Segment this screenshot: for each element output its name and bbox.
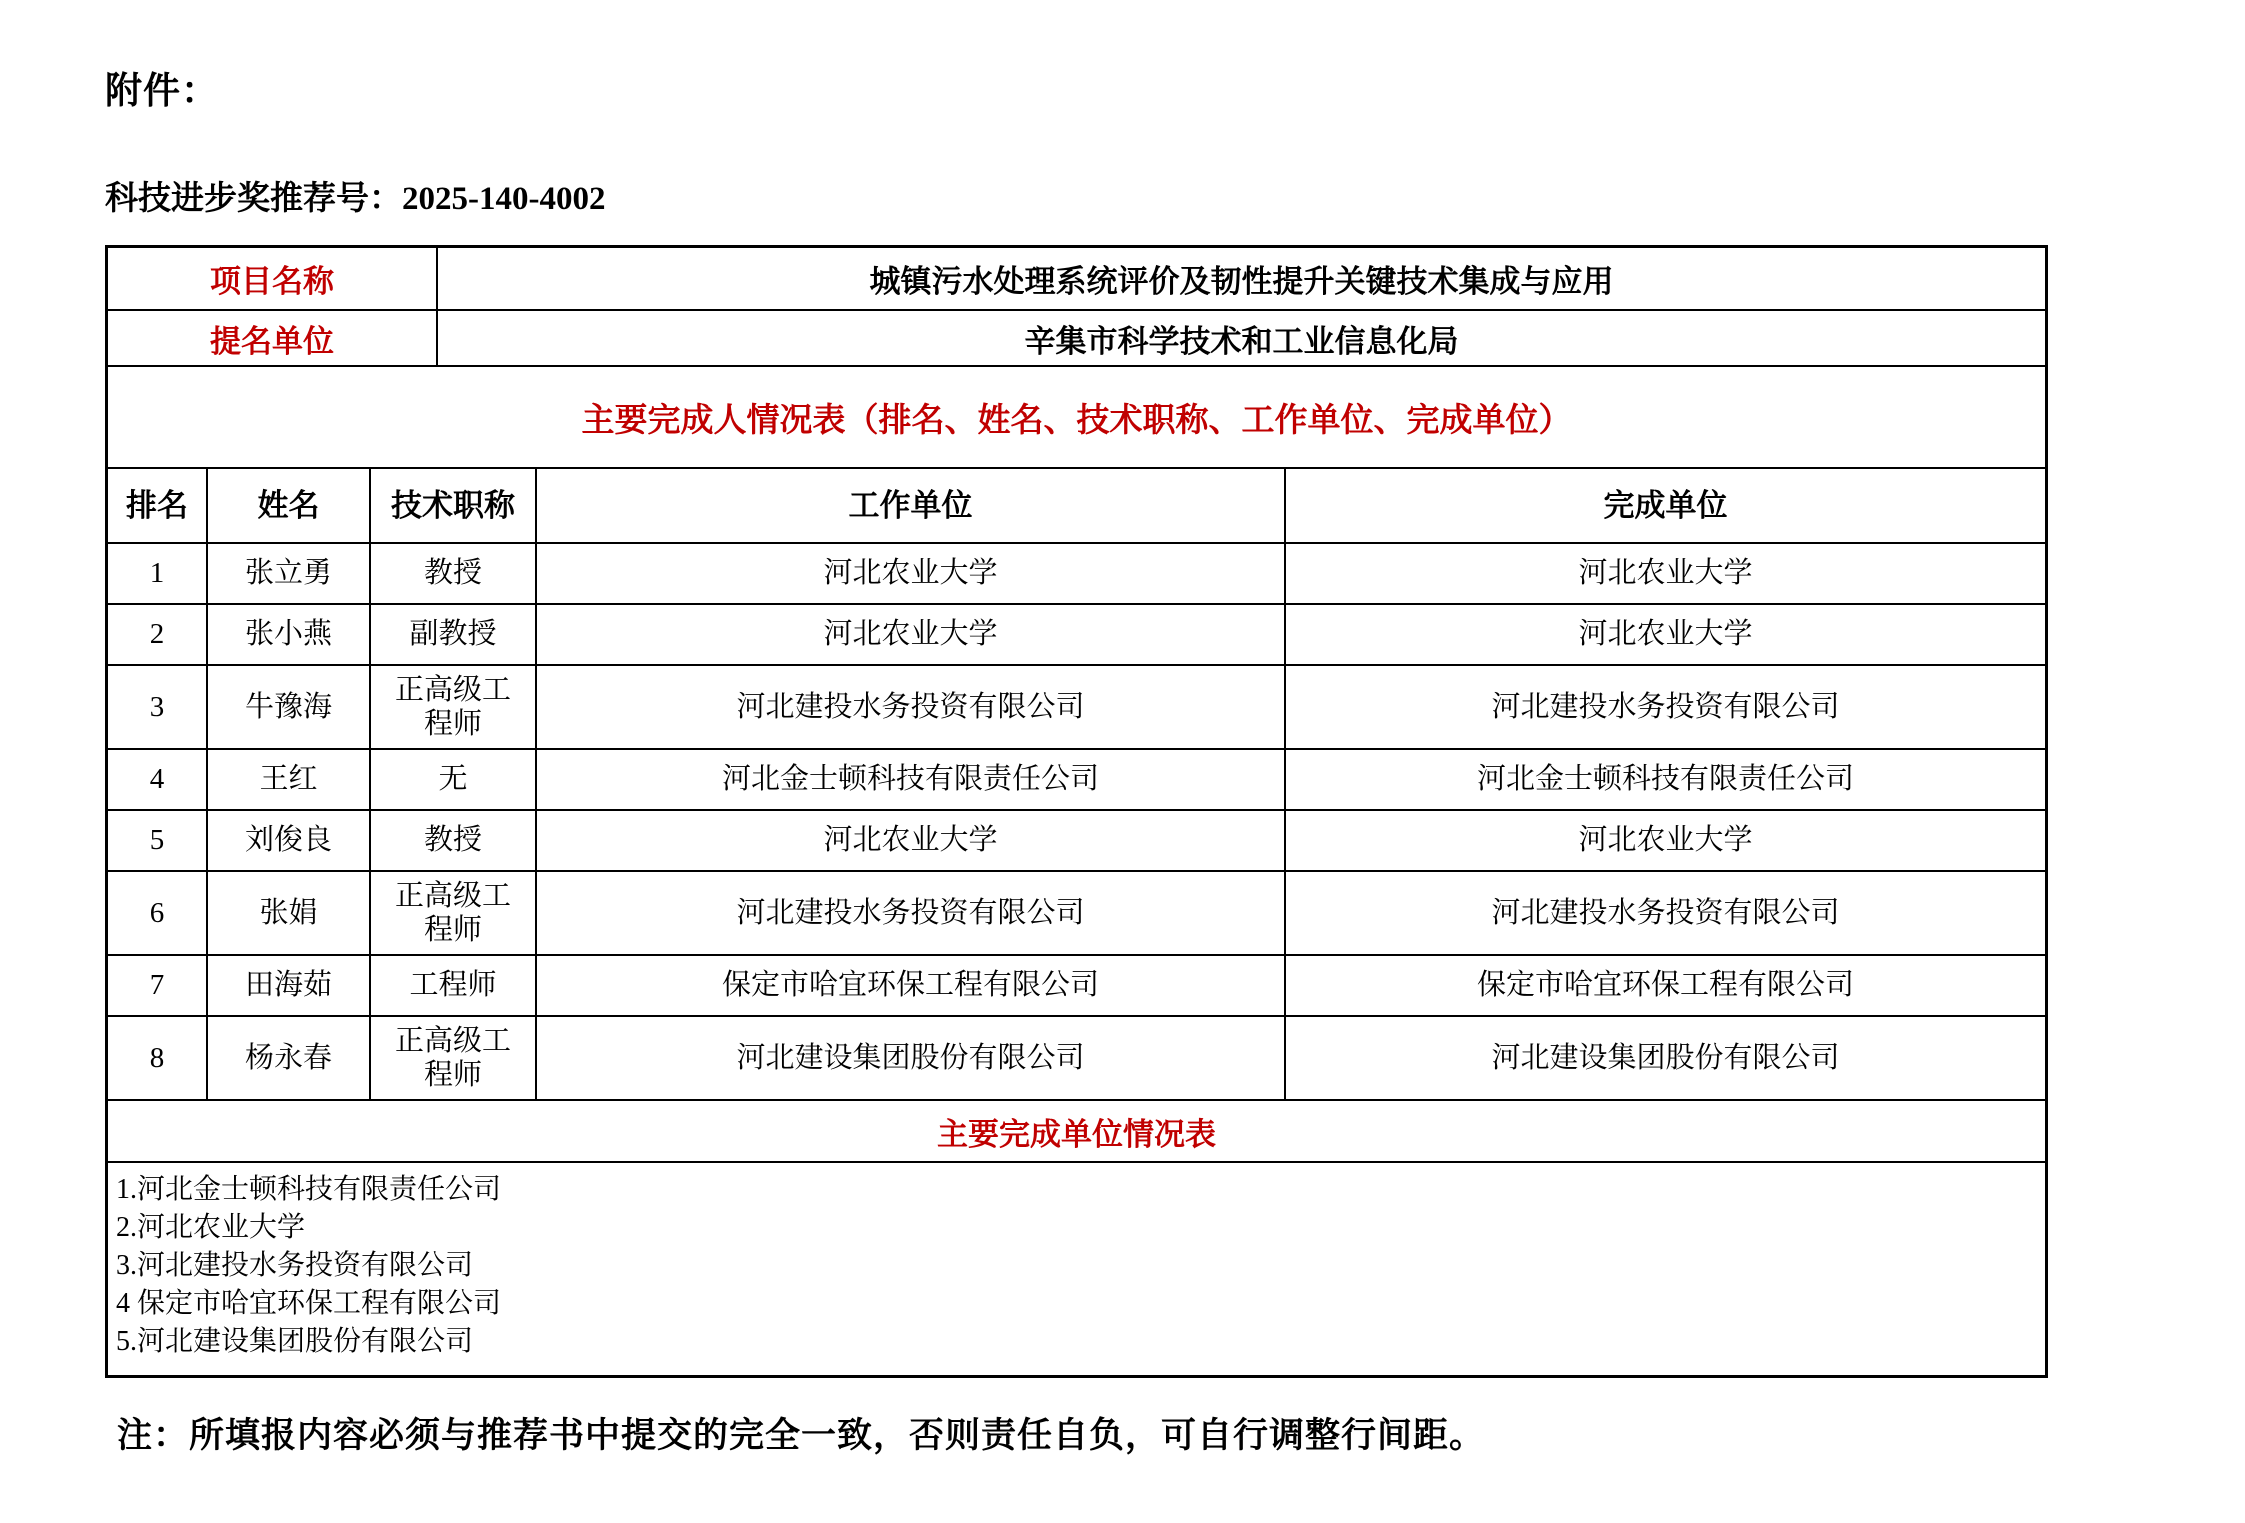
cell-work-unit: 河北金士顿科技有限责任公司 — [536, 749, 1285, 810]
cell-name: 田海茹 — [207, 955, 370, 1016]
units-list-item: 2.河北农业大学 — [116, 1212, 306, 1243]
cell-title: 副教授 — [370, 604, 536, 665]
cell-completion-unit: 河北建设集团股份有限公司 — [1285, 1016, 2045, 1100]
cell-work-unit: 河北农业大学 — [536, 543, 1285, 604]
cell-title: 正高级工程师 — [370, 665, 536, 749]
cell-work-unit: 河北农业大学 — [536, 810, 1285, 871]
cell-name: 张小燕 — [207, 604, 370, 665]
cell-name: 杨永春 — [207, 1016, 370, 1100]
cell-completion-unit: 河北建投水务投资有限公司 — [1285, 871, 2045, 955]
units-section-title: 主要完成单位情况表 — [108, 1101, 2045, 1163]
cell-work-unit: 河北建设集团股份有限公司 — [536, 1016, 1285, 1100]
units-list — [108, 1163, 2045, 1375]
column-header-name: 姓名 — [207, 469, 370, 543]
cell-completion-unit: 保定市哈宜环保工程有限公司 — [1285, 955, 2045, 1016]
table-row — [108, 955, 2045, 1016]
cell-title: 无 — [370, 749, 536, 810]
cell-work-unit: 河北建投水务投资有限公司 — [536, 871, 1285, 955]
cell-work-unit: 河北农业大学 — [536, 604, 1285, 665]
cell-name: 王红 — [207, 749, 370, 810]
cell-work-unit: 河北建投水务投资有限公司 — [536, 665, 1285, 749]
cell-title: 正高级工程师 — [370, 1016, 536, 1100]
cell-completion-unit: 河北农业大学 — [1285, 810, 2045, 871]
nominator-row — [108, 310, 2045, 366]
attachment-heading: 附件： — [105, 71, 219, 112]
cell-name: 张娟 — [207, 871, 370, 955]
recommendation-number-line — [105, 172, 2048, 219]
units-list-item: 4 保定市哈宜环保工程有限公司 — [116, 1288, 502, 1319]
project-name-value: 城镇污水处理系统评价及韧性提升关键技术集成与应用 — [437, 248, 2045, 310]
table-row — [108, 749, 2045, 810]
award-table — [105, 245, 2048, 1378]
cell-rank: 2 — [108, 604, 207, 665]
units-list-item: 1.河北金士顿科技有限责任公司 — [116, 1174, 502, 1205]
table-row — [108, 810, 2045, 871]
cell-rank: 7 — [108, 955, 207, 1016]
cell-completion-unit: 河北农业大学 — [1285, 604, 2045, 665]
cell-completion-unit: 河北农业大学 — [1285, 543, 2045, 604]
cell-rank: 1 — [108, 543, 207, 604]
column-header-rank: 排名 — [108, 469, 207, 543]
cell-rank: 4 — [108, 749, 207, 810]
table-row — [108, 604, 2045, 665]
column-header-completion-unit: 完成单位 — [1285, 469, 2045, 543]
recommendation-number-value: 2025-140-4002 — [402, 181, 606, 217]
table-row — [108, 543, 2045, 604]
cell-title: 教授 — [370, 543, 536, 604]
people-header-row — [108, 469, 2045, 543]
people-section-title: 主要完成人情况表（排名、姓名、技术职称、工作单位、完成单位） — [108, 367, 2045, 469]
cell-rank: 5 — [108, 810, 207, 871]
cell-completion-unit: 河北建投水务投资有限公司 — [1285, 665, 2045, 749]
cell-rank: 8 — [108, 1016, 207, 1100]
recommendation-number-label: 科技进步奖推荐号： — [105, 181, 402, 217]
project-name-row — [108, 248, 2045, 310]
table-row — [108, 1016, 2045, 1100]
cell-title: 正高级工程师 — [370, 871, 536, 955]
footer-note: 注：所填报内容必须与推荐书中提交的完全一致，否则责任自负，可自行调整行间距。 — [117, 1416, 1486, 1455]
table-row — [108, 871, 2045, 955]
people-table — [108, 469, 2045, 1101]
cell-name: 刘俊良 — [207, 810, 370, 871]
project-name-label: 项目名称 — [108, 248, 437, 310]
cell-completion-unit: 河北金士顿科技有限责任公司 — [1285, 749, 2045, 810]
column-header-title: 技术职称 — [370, 469, 536, 543]
cell-work-unit: 保定市哈宜环保工程有限公司 — [536, 955, 1285, 1016]
cell-title: 教授 — [370, 810, 536, 871]
nominator-value: 辛集市科学技术和工业信息化局 — [437, 310, 2045, 366]
cell-name: 牛豫海 — [207, 665, 370, 749]
units-list-item: 3.河北建投水务投资有限公司 — [116, 1250, 474, 1281]
units-list-item: 5.河北建设集团股份有限公司 — [116, 1326, 474, 1357]
column-header-work-unit: 工作单位 — [536, 469, 1285, 543]
project-info-table — [108, 248, 2045, 367]
cell-name: 张立勇 — [207, 543, 370, 604]
cell-rank: 3 — [108, 665, 207, 749]
nominator-label: 提名单位 — [108, 310, 437, 366]
cell-rank: 6 — [108, 871, 207, 955]
table-row — [108, 665, 2045, 749]
cell-title: 工程师 — [370, 955, 536, 1016]
